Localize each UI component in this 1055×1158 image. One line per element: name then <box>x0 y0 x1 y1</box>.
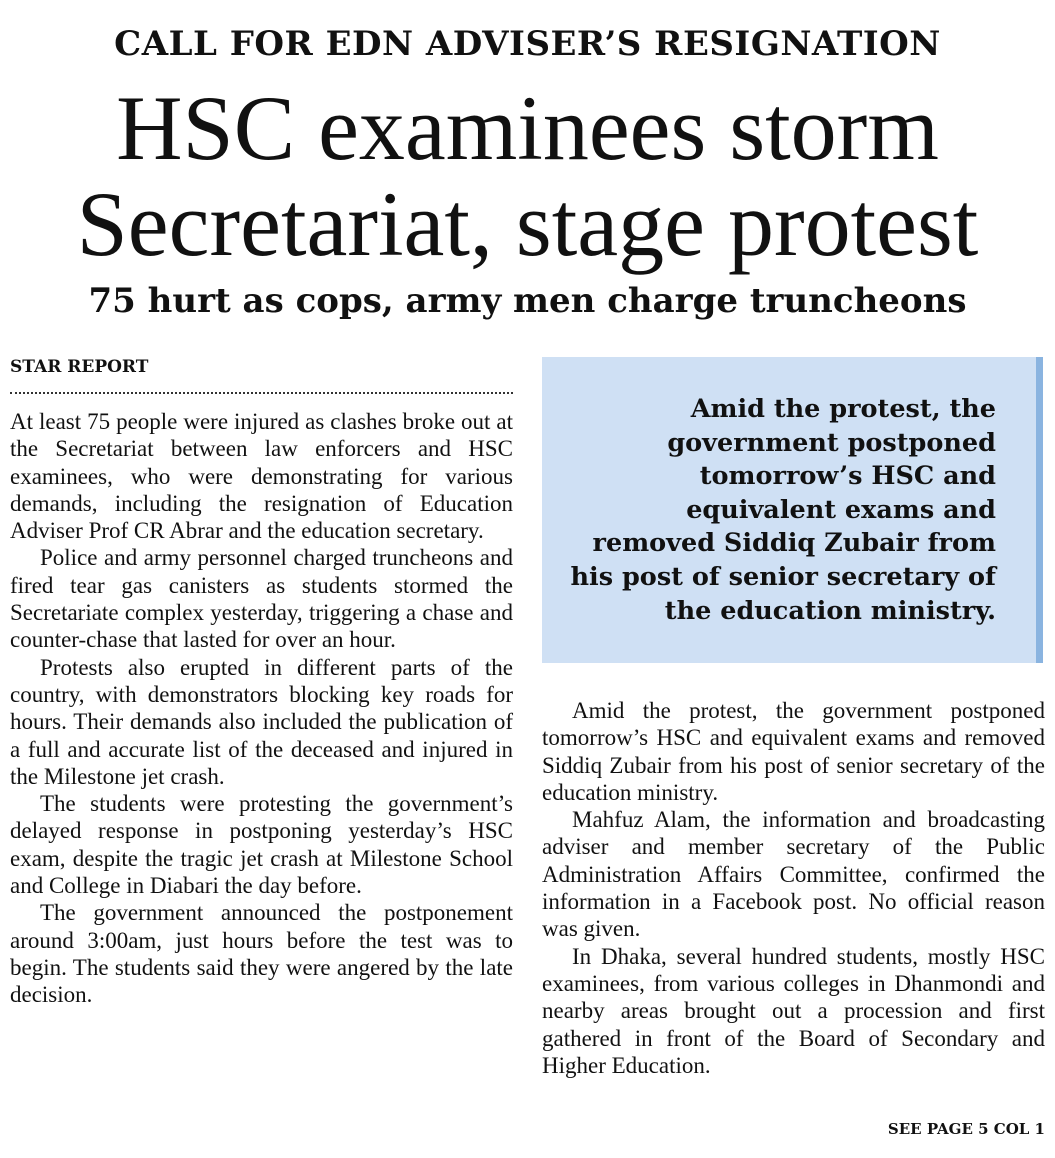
main-headline <box>0 77 1055 275</box>
headline-line-2: Secretariat, stage protest <box>76 173 979 275</box>
paragraph: In Dhaka, several hundred students, mostly HSC examinees, from various colleges in Dhanmondi and nearby areas brought out a procession and first gathered in front of the Board of Secondary and Higher Education. <box>542 943 1045 1078</box>
continued-on-link[interactable]: SEE PAGE 5 COL 1 <box>887 1120 1045 1138</box>
paragraph: Amid the protest, the government postponed tomorrow’s HSC and equivalent exams and removed Siddiq Zubair from his post of senior secretary of the education ministry. <box>542 698 1045 805</box>
kicker-headline: CALL FOR EDN ADVISER’S RESIGNATION <box>114 24 941 64</box>
subheadline: 75 hurt as cops, army men charge truncheons <box>88 281 967 321</box>
paragraph: Mahfuz Alam, the information and broadcasting adviser and member secretary of the Public Administration Affairs Committee, confirmed the information in a Facebook post. No official reason was given. <box>542 807 1045 942</box>
paragraph: The government announced the postponement around 3:00am, just hours before the test was to begin. The students said they were angered by the late decision. <box>10 900 513 1008</box>
byline-divider <box>10 392 513 394</box>
article-column-1 <box>10 408 513 1009</box>
pull-quote-text: Amid the protest, the government postponed tomorrow’s HSC and equivalent exams and removed Siddiq Zubair from his post of senior secretary of the education ministry. <box>570 394 996 626</box>
paragraph: At least 75 people were injured as clashes broke out at the Secretariat between law enforcers and HSC examinees, who were demonstrating for various demands, including the resignation of Education Adviser Prof CR Abrar and the education secretary. <box>10 409 513 544</box>
article-column-2 <box>542 697 1045 1079</box>
paragraph: The students were protesting the government’s delayed response in postponing yesterday’s HSC exam, despite the tragic jet crash at Milestone School and College in Diabari the day before. <box>10 791 513 899</box>
byline: STAR REPORT <box>10 357 149 377</box>
paragraph: Protests also erupted in different parts of the country, with demonstrators blocking key roads for hours. Their demands also included the publication of a full and accurate list of the deceased and injured in the Milestone jet crash. <box>10 654 513 789</box>
headline-line-1: HSC examinees storm <box>116 77 939 179</box>
paragraph: Police and army personnel charged truncheons and fired tear gas canisters as students stormed the Secretariate complex yesterday, triggering a chase and counter-chase that lasted for over an hour. <box>10 545 513 653</box>
pull-quote-box <box>542 357 1043 663</box>
